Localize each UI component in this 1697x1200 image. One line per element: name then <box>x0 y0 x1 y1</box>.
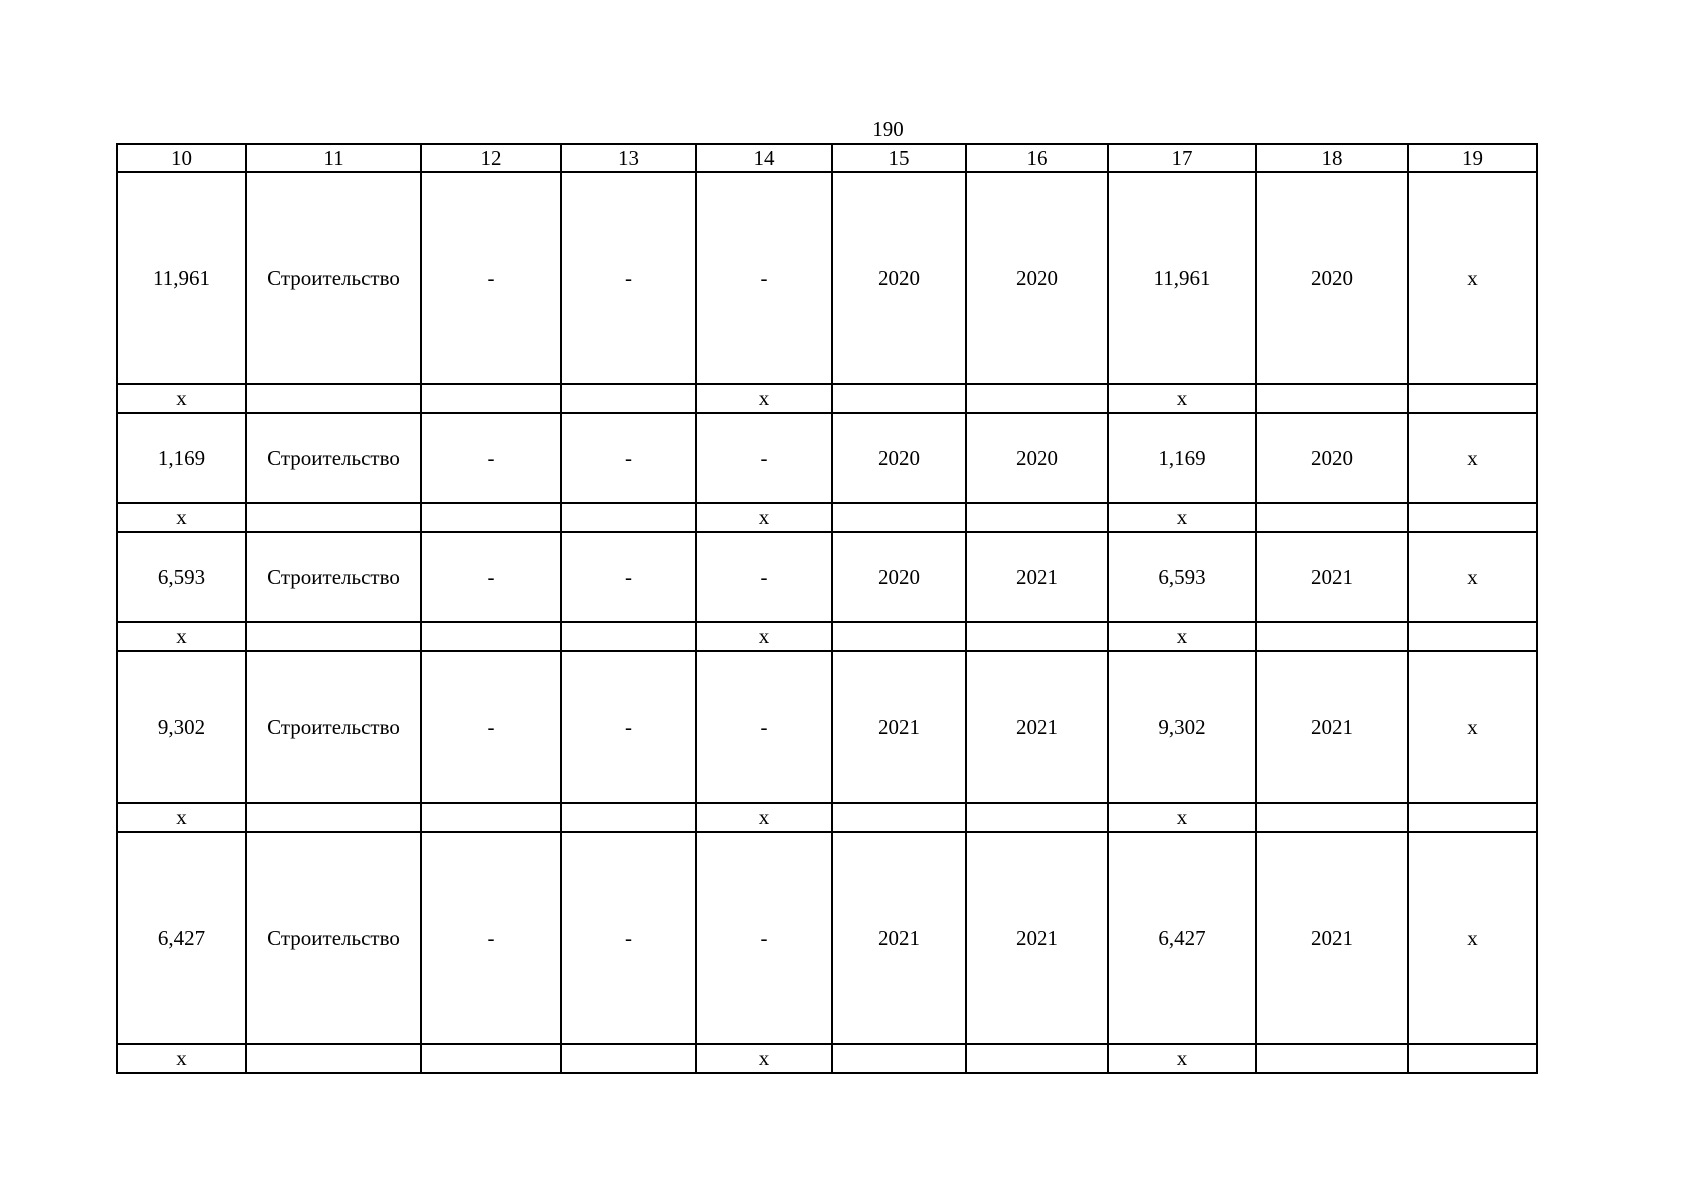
table-cell <box>561 803 696 832</box>
table-subrow <box>117 384 1537 413</box>
table-cell: - <box>696 413 832 503</box>
table-cell <box>421 384 561 413</box>
table-cell: х <box>696 503 832 532</box>
table-cell: х <box>117 503 246 532</box>
header-cell: 17 <box>1108 144 1256 172</box>
table-cell: - <box>561 832 696 1044</box>
table-cell: х <box>696 803 832 832</box>
header-cell: 16 <box>966 144 1108 172</box>
table-cell: х <box>1408 832 1537 1044</box>
table-cell <box>966 503 1108 532</box>
table-cell: - <box>421 532 561 622</box>
table-cell <box>966 384 1108 413</box>
table-cell: 2021 <box>1256 651 1408 803</box>
table-cell: - <box>421 413 561 503</box>
table-cell: х <box>1108 503 1256 532</box>
table-cell <box>1408 503 1537 532</box>
table-cell <box>421 1044 561 1073</box>
table-cell <box>421 503 561 532</box>
table-subrow <box>117 622 1537 651</box>
table-cell <box>246 803 421 832</box>
page-number: 190 <box>872 117 904 141</box>
table-cell: 6,427 <box>117 832 246 1044</box>
table-cell: 2020 <box>1256 172 1408 384</box>
table-row <box>117 832 1537 1044</box>
table-cell: 2021 <box>832 651 966 803</box>
table-cell: 2020 <box>832 413 966 503</box>
table-cell <box>1256 622 1408 651</box>
data-table <box>116 143 1538 1074</box>
header-cell: 10 <box>117 144 246 172</box>
header-row <box>117 144 1537 172</box>
table-row <box>117 172 1537 384</box>
table-cell: 2021 <box>832 832 966 1044</box>
table-cell <box>421 803 561 832</box>
table-subrow <box>117 1044 1537 1073</box>
table-cell: 2020 <box>832 172 966 384</box>
table-cell <box>246 622 421 651</box>
table-cell: 2020 <box>966 413 1108 503</box>
table-cell: Строительство <box>246 532 421 622</box>
table-cell: 9,302 <box>1108 651 1256 803</box>
table-cell: - <box>561 413 696 503</box>
table-cell: - <box>561 651 696 803</box>
table-cell <box>1256 1044 1408 1073</box>
table-cell: - <box>696 532 832 622</box>
table-cell <box>246 384 421 413</box>
table-cell: - <box>421 832 561 1044</box>
table-cell: 11,961 <box>1108 172 1256 384</box>
table-cell: - <box>696 172 832 384</box>
table-cell: х <box>696 1044 832 1073</box>
table-cell: х <box>117 384 246 413</box>
table-cell: 11,961 <box>117 172 246 384</box>
header-cell: 11 <box>246 144 421 172</box>
table-cell: Строительство <box>246 172 421 384</box>
table-cell: 1,169 <box>1108 413 1256 503</box>
table-cell: Строительство <box>246 651 421 803</box>
table-cell: х <box>1408 413 1537 503</box>
table-cell: х <box>1108 1044 1256 1073</box>
table-cell: 9,302 <box>117 651 246 803</box>
table-row <box>117 651 1537 803</box>
table-row <box>117 532 1537 622</box>
table-cell <box>832 622 966 651</box>
table-cell: х <box>117 622 246 651</box>
table-cell <box>561 384 696 413</box>
table-cell: 2021 <box>1256 532 1408 622</box>
table-cell: х <box>1408 172 1537 384</box>
table-cell <box>966 803 1108 832</box>
table-cell <box>1408 384 1537 413</box>
table-cell: 1,169 <box>117 413 246 503</box>
header-cell: 14 <box>696 144 832 172</box>
table-cell <box>561 503 696 532</box>
table-cell: 2021 <box>966 832 1108 1044</box>
table-cell: х <box>1108 803 1256 832</box>
table-cell: 2021 <box>966 532 1108 622</box>
table-cell: х <box>117 1044 246 1073</box>
table-cell: х <box>1408 532 1537 622</box>
table-cell <box>246 503 421 532</box>
table-cell: 6,593 <box>117 532 246 622</box>
table-cell: 2021 <box>1256 832 1408 1044</box>
table-subrow <box>117 503 1537 532</box>
table-cell <box>832 803 966 832</box>
table-cell <box>966 1044 1108 1073</box>
table-cell <box>832 384 966 413</box>
table-cell <box>421 622 561 651</box>
table-cell: - <box>421 651 561 803</box>
table-cell <box>1256 384 1408 413</box>
table-cell: - <box>561 172 696 384</box>
header-cell: 19 <box>1408 144 1537 172</box>
table-cell: 6,427 <box>1108 832 1256 1044</box>
table-cell: х <box>696 622 832 651</box>
table-cell: х <box>1108 384 1256 413</box>
table-cell <box>1256 503 1408 532</box>
header-cell: 18 <box>1256 144 1408 172</box>
table-cell: х <box>1108 622 1256 651</box>
table-cell <box>832 503 966 532</box>
table-cell <box>1408 803 1537 832</box>
table-cell: - <box>561 532 696 622</box>
table-cell: 2020 <box>832 532 966 622</box>
table-cell: х <box>117 803 246 832</box>
table-cell: 2020 <box>1256 413 1408 503</box>
table-cell <box>1408 622 1537 651</box>
table-cell: Строительство <box>246 832 421 1044</box>
table-cell: х <box>696 384 832 413</box>
table-cell <box>832 1044 966 1073</box>
table-cell <box>1256 803 1408 832</box>
table-cell <box>561 1044 696 1073</box>
table-row <box>117 413 1537 503</box>
table-cell <box>246 1044 421 1073</box>
table-cell: 2021 <box>966 651 1108 803</box>
table-cell: - <box>421 172 561 384</box>
table-cell: - <box>696 832 832 1044</box>
table-cell <box>1408 1044 1537 1073</box>
table-cell: - <box>696 651 832 803</box>
header-cell: 15 <box>832 144 966 172</box>
table-cell: х <box>1408 651 1537 803</box>
table-cell: Строительство <box>246 413 421 503</box>
table-cell <box>966 622 1108 651</box>
table-subrow <box>117 803 1537 832</box>
header-cell: 12 <box>421 144 561 172</box>
table-cell: 2020 <box>966 172 1108 384</box>
table-cell: 6,593 <box>1108 532 1256 622</box>
table-cell <box>561 622 696 651</box>
header-cell: 13 <box>561 144 696 172</box>
